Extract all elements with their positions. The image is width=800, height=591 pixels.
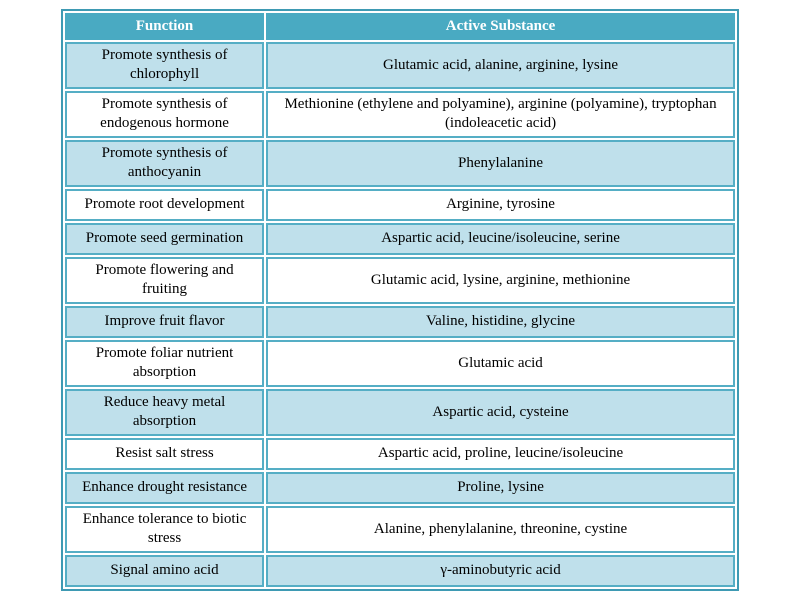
table-row [65, 257, 735, 304]
table-row [65, 340, 735, 387]
table-row [65, 91, 735, 138]
table-row [65, 42, 735, 89]
active-substance-cell: γ-aminobutyric acid [266, 555, 735, 587]
amino-acid-function-table-container [61, 9, 739, 591]
amino-acid-function-table [63, 11, 737, 589]
active-substance-cell: Glutamic acid [266, 340, 735, 387]
table-row [65, 389, 735, 436]
active-substance-cell: Glutamic acid, alanine, arginine, lysine [266, 42, 735, 89]
active-substance-cell: Glutamic acid, lysine, arginine, methionine [266, 257, 735, 304]
function-cell: Promote seed germination [65, 223, 264, 255]
active-substance-cell: Aspartic acid, cysteine [266, 389, 735, 436]
active-substance-cell: Aspartic acid, leucine/isoleucine, serine [266, 223, 735, 255]
function-cell: Promote foliar nutrient absorption [65, 340, 264, 387]
active-substance-cell: Phenylalanine [266, 140, 735, 187]
table-row [65, 189, 735, 221]
column-header-active-substance: Active Substance [266, 13, 735, 40]
table-row [65, 472, 735, 504]
active-substance-cell: Proline, lysine [266, 472, 735, 504]
table-row [65, 438, 735, 470]
function-cell: Reduce heavy metal absorption [65, 389, 264, 436]
function-cell: Enhance tolerance to biotic stress [65, 506, 264, 553]
header-row [65, 13, 735, 40]
active-substance-cell: Valine, histidine, glycine [266, 306, 735, 338]
table-body [65, 42, 735, 587]
table-row [65, 506, 735, 553]
function-cell: Promote flowering and fruiting [65, 257, 264, 304]
function-cell: Promote synthesis of endogenous hormone [65, 91, 264, 138]
function-cell: Resist salt stress [65, 438, 264, 470]
table-row [65, 223, 735, 255]
active-substance-cell: Methionine (ethylene and polyamine), arginine (polyamine), tryptophan (indoleacetic acid) [266, 91, 735, 138]
function-cell: Improve fruit flavor [65, 306, 264, 338]
table-row [65, 555, 735, 587]
function-cell: Signal amino acid [65, 555, 264, 587]
function-cell: Enhance drought resistance [65, 472, 264, 504]
function-cell: Promote synthesis of chlorophyll [65, 42, 264, 89]
function-cell: Promote root development [65, 189, 264, 221]
table-row [65, 306, 735, 338]
active-substance-cell: Arginine, tyrosine [266, 189, 735, 221]
column-header-function: Function [65, 13, 264, 40]
active-substance-cell: Alanine, phenylalanine, threonine, cystine [266, 506, 735, 553]
active-substance-cell: Aspartic acid, proline, leucine/isoleucine [266, 438, 735, 470]
function-cell: Promote synthesis of anthocyanin [65, 140, 264, 187]
table-row [65, 140, 735, 187]
